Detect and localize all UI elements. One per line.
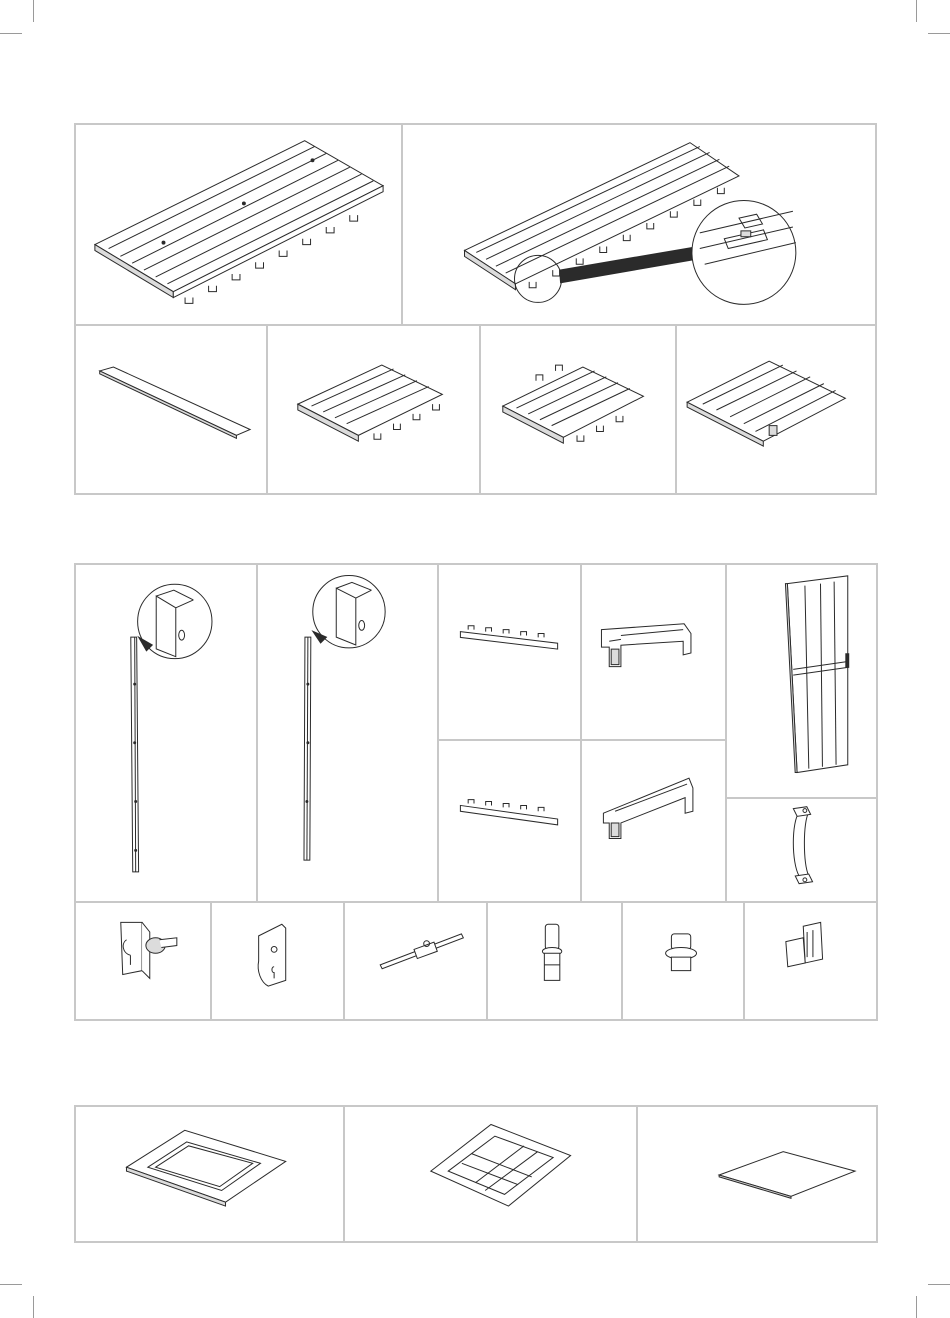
straight-beam-icon bbox=[439, 741, 580, 901]
hinge bbox=[743, 901, 878, 1021]
straight-beam-a bbox=[437, 563, 582, 741]
bracket-icon bbox=[76, 903, 210, 1019]
corner-bracket-with-peg bbox=[74, 901, 212, 1021]
long-grooved-panel-icon bbox=[403, 125, 875, 324]
grid-frame-icon bbox=[345, 1107, 636, 1241]
sheet-icon bbox=[638, 1107, 876, 1241]
clear-sheet bbox=[636, 1105, 878, 1243]
connector-pin-short bbox=[621, 901, 745, 1021]
keyhole-plate-icon bbox=[212, 903, 343, 1019]
gable-beam-icon bbox=[582, 741, 725, 901]
window-frame bbox=[74, 1105, 345, 1243]
square-panel-a bbox=[266, 324, 481, 495]
handle-icon bbox=[727, 799, 876, 901]
corner-post-b bbox=[256, 563, 439, 903]
crop-mark bbox=[928, 1284, 950, 1285]
crop-mark bbox=[916, 0, 917, 22]
crop-mark bbox=[0, 33, 22, 34]
flat-strip-icon bbox=[76, 326, 266, 493]
pin-icon bbox=[488, 903, 621, 1019]
square-panel-b bbox=[479, 324, 677, 495]
keyhole-plate bbox=[210, 901, 345, 1021]
flat-strip bbox=[74, 324, 268, 495]
gable-beam-a bbox=[580, 563, 727, 741]
square-panel-c bbox=[675, 324, 877, 495]
crop-mark bbox=[928, 33, 950, 34]
square-grooved-panel-icon bbox=[268, 326, 479, 493]
square-grooved-panel-icon bbox=[481, 326, 675, 493]
window-grid-frame bbox=[343, 1105, 638, 1243]
straight-beam-icon bbox=[439, 565, 580, 739]
crop-mark bbox=[0, 1284, 22, 1285]
square-grooved-panel-icon bbox=[677, 326, 875, 493]
frame-icon bbox=[76, 1107, 343, 1241]
magnified-latch-callout bbox=[692, 200, 796, 304]
crop-mark bbox=[916, 1296, 917, 1318]
sliding-bolt bbox=[343, 901, 488, 1021]
long-floor-panel-with-latch bbox=[401, 123, 877, 326]
gable-beam-b bbox=[580, 739, 727, 903]
door-panel bbox=[725, 563, 878, 800]
tall-post-icon bbox=[258, 565, 437, 901]
door-icon bbox=[727, 565, 876, 798]
bolt-icon bbox=[345, 903, 486, 1019]
door-handle bbox=[725, 797, 878, 903]
connector-pin-long bbox=[486, 901, 623, 1021]
gable-beam-icon bbox=[582, 565, 725, 739]
crop-mark bbox=[33, 0, 34, 22]
straight-beam-b bbox=[437, 739, 582, 903]
long-grooved-panel-icon bbox=[76, 125, 401, 324]
long-floor-panel bbox=[74, 123, 403, 326]
hinge-icon bbox=[745, 903, 876, 1019]
cap-icon bbox=[623, 903, 743, 1019]
corner-post-a bbox=[74, 563, 258, 903]
tall-post-icon bbox=[76, 565, 256, 901]
crop-mark bbox=[33, 1296, 34, 1318]
